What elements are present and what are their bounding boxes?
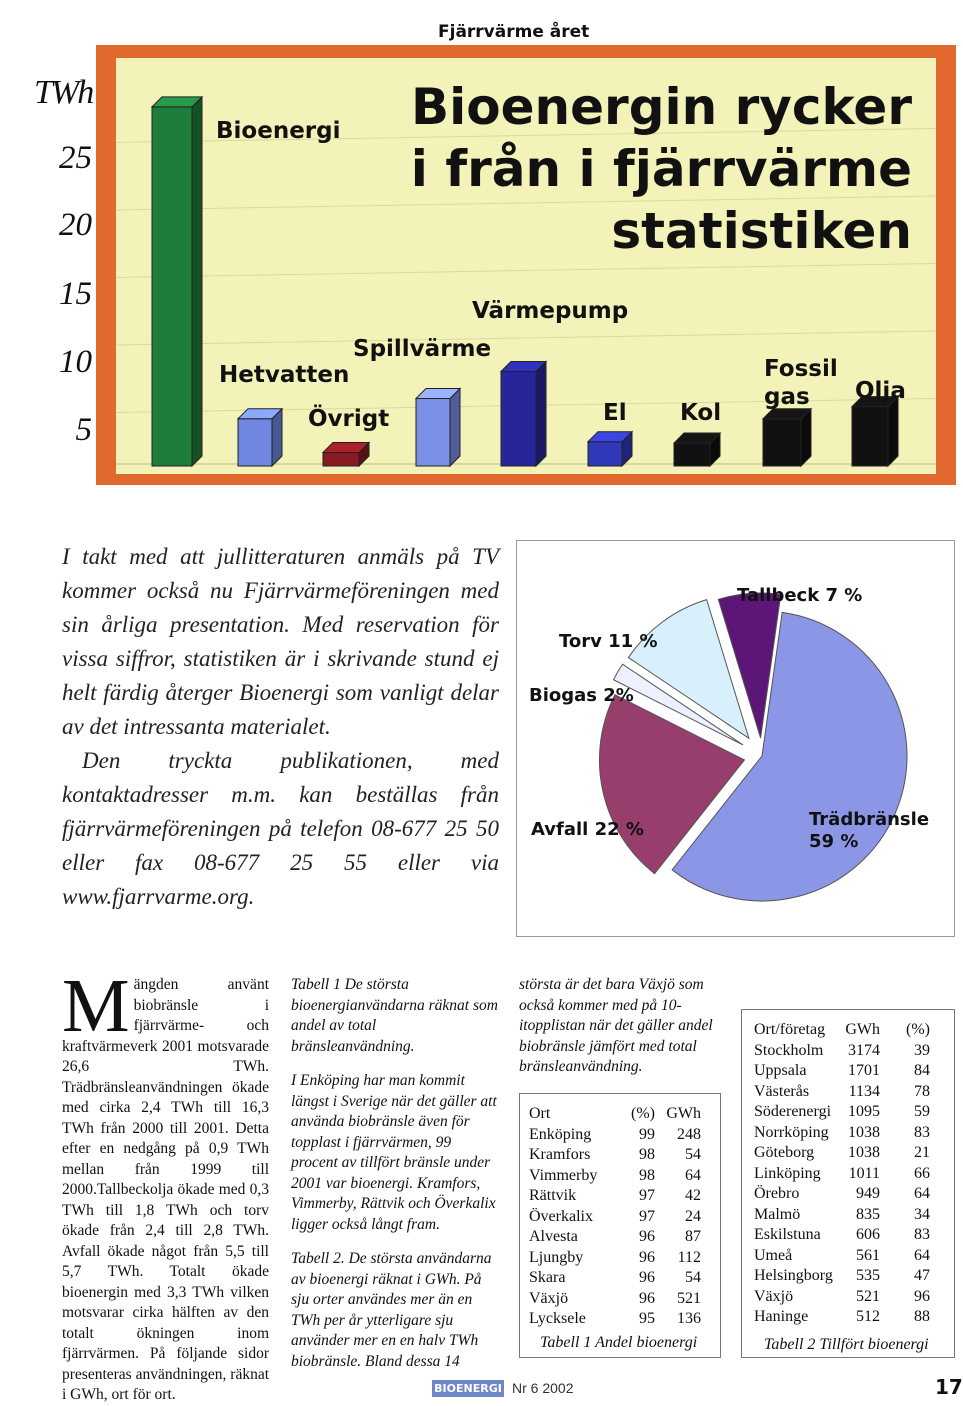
table1-box — [519, 1093, 721, 1358]
table-row — [529, 1125, 701, 1146]
body-column-1 — [62, 964, 270, 1406]
table-cell: Eskilstuna — [754, 1226, 821, 1243]
table-cell: 248 — [677, 1125, 701, 1143]
bar-fossil-gas — [763, 409, 811, 466]
table-cell: 54 — [685, 1269, 701, 1286]
table-cell: Söderenergi — [754, 1103, 832, 1120]
table-row — [529, 1186, 701, 1207]
table-row — [529, 1145, 701, 1166]
table-cell: 64 — [685, 1166, 701, 1184]
y-tick-20: 20 — [59, 207, 92, 243]
table-cell: Lycksele — [529, 1310, 586, 1327]
table-cell: Helsingborg — [754, 1267, 833, 1284]
table-row — [754, 1102, 930, 1123]
bar-label-fossil-gas: Fossil gas — [764, 356, 838, 410]
table-row — [529, 1268, 701, 1289]
table-cell: 88 — [914, 1308, 930, 1325]
table-cell: 1701 — [848, 1062, 880, 1079]
bar-övrigt — [323, 443, 369, 467]
pie-chart — [517, 541, 954, 936]
table-row — [754, 1123, 930, 1144]
table-cell: 512 — [856, 1308, 880, 1325]
table-cell: Växjö — [754, 1287, 794, 1305]
bar-label-varmepump: Värmepump — [472, 298, 629, 324]
table-cell: 83 — [914, 1123, 930, 1141]
table-cell: 949 — [856, 1185, 880, 1202]
table-cell: 99 — [639, 1125, 655, 1143]
gridline-15 — [116, 264, 936, 278]
page-number: 17 — [935, 1375, 963, 1399]
table-cell: 521 — [856, 1287, 880, 1305]
table-cell: 42 — [685, 1187, 701, 1204]
table-row — [529, 1309, 701, 1330]
table2-header-gwh: GWh — [845, 1021, 880, 1038]
table-cell: 112 — [677, 1248, 701, 1266]
article-title — [360, 76, 912, 262]
table-cell: 83 — [914, 1226, 930, 1243]
bar-label-ovrigt: Övrigt — [308, 406, 390, 432]
table-row — [754, 1184, 930, 1205]
y-tick-15: 15 — [59, 276, 92, 312]
table1-header-ort: Ort — [529, 1105, 551, 1122]
table-row — [754, 1082, 930, 1103]
table-cell: 59 — [914, 1103, 930, 1120]
table-cell: Uppsala — [754, 1062, 807, 1079]
table-cell: 64 — [914, 1185, 930, 1202]
table-cell: 535 — [856, 1267, 880, 1284]
table-cell: 606 — [856, 1226, 880, 1243]
table-cell: Haninge — [754, 1308, 809, 1325]
table-row — [529, 1289, 701, 1310]
body-column-2 — [291, 975, 501, 1386]
bar-olja — [852, 397, 898, 466]
table-cell: 87 — [685, 1228, 701, 1245]
title-line-2: i från i fjärrvärme — [410, 140, 912, 198]
table-cell: Linköping — [754, 1164, 821, 1182]
bar-label-el: El — [603, 400, 627, 426]
table-cell: 39 — [914, 1041, 930, 1059]
issue-number: Nr 6 2002 — [512, 1380, 574, 1396]
body-column-3 — [519, 975, 719, 1092]
table-cell: Göteborg — [754, 1144, 815, 1161]
table1-caption: Tabell 1 Andel bioenergi — [540, 1334, 698, 1351]
table1 — [529, 1104, 701, 1330]
table2-header-percent: (%) — [906, 1021, 930, 1038]
table-cell: 84 — [914, 1062, 930, 1079]
table-cell: Växjö — [529, 1289, 569, 1307]
table-cell: 21 — [914, 1144, 930, 1161]
table-cell: 47 — [914, 1267, 930, 1284]
table-cell: 1134 — [848, 1082, 880, 1100]
table-row — [754, 1041, 930, 1062]
pie-label-tradbransle: Trädbränsle 59 % — [809, 809, 930, 852]
table-cell: Kramfors — [529, 1146, 591, 1163]
bar-label-spillvarme: Spillvärme — [353, 336, 492, 362]
table-cell: Umeå — [754, 1246, 793, 1264]
table-cell: 64 — [914, 1246, 930, 1264]
table-cell: 78 — [914, 1082, 930, 1100]
drop-cap: M — [62, 964, 130, 1048]
table-cell: Västerås — [754, 1082, 810, 1100]
y-axis-unit: TWh — [34, 74, 93, 111]
intro-text — [62, 540, 499, 914]
table-row — [754, 1307, 930, 1328]
bar-kol — [674, 433, 720, 466]
table-cell: Vimmerby — [529, 1166, 598, 1184]
table1-header-percent: (%) — [631, 1105, 655, 1122]
gridline-10 — [116, 331, 936, 345]
bioenergi-logo: BIOENERGI — [432, 1380, 504, 1397]
title-line-3: statistiken — [611, 202, 912, 260]
title-line-1: Bioenergin rycker — [411, 78, 912, 136]
table-cell: 1038 — [848, 1144, 880, 1161]
table-cell: 54 — [685, 1146, 701, 1163]
pie-label-avfall: Avfall 22 % — [531, 819, 644, 840]
table-row — [754, 1266, 930, 1287]
table-cell: Enköping — [529, 1125, 592, 1143]
pie-chart-box — [516, 540, 955, 937]
table-cell: 561 — [856, 1246, 880, 1264]
table2-box — [741, 1009, 955, 1358]
table-cell: Alvesta — [529, 1228, 578, 1245]
bar-bioenergi — [152, 97, 202, 466]
bar-label-bioenergi: Bioenergi — [216, 118, 341, 144]
table1-note: Tabell 1 De största bioenergianvändarna räknat som andel av total bränsleanvändning. — [291, 976, 498, 1055]
table-row — [754, 1143, 930, 1164]
table-cell: Norrköping — [754, 1123, 829, 1141]
table-cell: 96 — [914, 1287, 930, 1305]
table-cell: 24 — [685, 1207, 701, 1225]
table-cell: 96 — [639, 1248, 655, 1266]
bar-värmepump — [501, 362, 546, 467]
pie-label-tallbeck: Tallbeck 7 % — [737, 585, 863, 606]
pie-label-torv: Torv 11 % — [559, 631, 658, 652]
table-cell: 98 — [639, 1146, 655, 1163]
table-row — [754, 1225, 930, 1246]
table-cell: Skara — [529, 1269, 566, 1286]
table-cell: 1038 — [848, 1123, 880, 1141]
bar-spillvärme — [416, 389, 460, 467]
table-cell: 66 — [914, 1164, 930, 1182]
table-cell: Malmö — [754, 1205, 801, 1223]
intro-paragraph-2: Den tryckta publikationen, med kontaktadresser m.m. kan beställas från fjärrvärmeföreningen på telefon 08-677 25 50 eller fax 08-677 25 55 eller via www.fjarrvarme.org. — [62, 748, 499, 909]
table2-header-ort: Ort/företag — [754, 1021, 826, 1038]
table-row — [754, 1246, 930, 1267]
table-cell: 835 — [856, 1205, 880, 1223]
body-text-3: största är det bara Växjö som också kommer med på 10-itopplistan när det gäller andel biobränsle jämfört med total bränsleanvändning. — [519, 976, 713, 1075]
y-tick-5: 5 — [75, 412, 92, 448]
table-cell: Örebro — [754, 1185, 800, 1202]
bar-el — [588, 432, 632, 466]
table-cell: Ljungby — [529, 1248, 584, 1266]
bar-label-kol: Kol — [680, 400, 722, 426]
table-row — [754, 1205, 930, 1226]
body-text-1: ängden använt biobränsle i fjärrvärme- och kraftvärmeverk 2001 motsvarade 26,6 TWh. Trädbränsleanvändningen ökade med cirka 2,4 TWh till 16,3 TWh från 2000 till 2001. Detta efter en nedgång på 0,9 TWh mellan från 1999 till 2000.Tallbeckolja ökade med 0,3 TWh till 1,8 TWh och torv ökade från 2,4 till 2,8 TWh. Avfall ökade något från 5,5 till 5,7 TWh. Totalt ökade bioenergin med 3,3 TWh vilken motsvarar cirka hälften av den totalt ökningen inom fjärrvärmen. På följande sidor presenteras användningen, räknat i GWh, ort för ort. — [62, 976, 270, 1403]
table2-caption: Tabell 2 Tillfört bioenergi — [764, 1336, 929, 1353]
bar-label-hetvatten: Hetvatten — [219, 362, 350, 388]
table-cell: 3174 — [848, 1041, 880, 1059]
table-cell: 96 — [639, 1289, 655, 1307]
table-cell: 97 — [639, 1207, 655, 1225]
enkoping-note: I Enköping har man kommit längst i Sverige när det gäller att använda biobränsle även för topplast i fjärrvärmen, 99 procent av tillfört bränsle under 2001 var bioenergi. Kramfors, Vimmerby, Rättvik och Överkalix ligger också långt fram. — [291, 1072, 497, 1233]
bar-hetvatten — [238, 409, 282, 466]
bar-label-olja: Olja — [855, 378, 906, 404]
table1-header-gwh: GWh — [666, 1105, 701, 1122]
table-row — [529, 1207, 701, 1228]
table-row — [529, 1166, 701, 1187]
table-cell: 136 — [677, 1310, 701, 1327]
table-cell: Överkalix — [529, 1207, 593, 1225]
table-row — [754, 1164, 930, 1185]
table-row — [529, 1227, 701, 1248]
section-header: Fjärrvärme året — [438, 22, 590, 42]
table-cell: 98 — [639, 1166, 655, 1184]
table-cell: 96 — [639, 1228, 655, 1245]
table-cell: 1011 — [848, 1164, 880, 1182]
table-row — [529, 1248, 701, 1269]
table-cell: 95 — [639, 1310, 655, 1327]
table-cell: 96 — [639, 1269, 655, 1286]
table-row — [754, 1061, 930, 1082]
table-cell: 1095 — [848, 1103, 880, 1120]
table-cell: 521 — [677, 1289, 701, 1307]
table2 — [754, 1020, 930, 1328]
pie-label-biogas: Biogas 2% — [529, 685, 634, 706]
table2-note: Tabell 2. De största användarna av bioenergi räknat i GWh. På sju orter användes mer än en TWh per år ytterligare sju använder mer en en halv TWh biobränsle. Bland dessa 14 — [291, 1250, 492, 1370]
table-cell: 97 — [639, 1187, 655, 1204]
intro-paragraph-1: I takt med att jullitteraturen anmäls på TV kommer också nu Fjärrvärmeföreningen med sin årliga presentation. Med reservation för vissa siffror, statistiken är i skrivande stund ej helt färdig återger Bioenergi som vanligt delar av det intressanta materialet. — [62, 544, 499, 739]
table-cell: Stockholm — [754, 1041, 824, 1059]
table-cell: Rättvik — [529, 1187, 577, 1204]
table-row — [754, 1287, 930, 1308]
y-tick-10: 10 — [59, 344, 92, 380]
y-tick-25: 25 — [59, 140, 92, 176]
table-cell: 34 — [914, 1205, 930, 1223]
